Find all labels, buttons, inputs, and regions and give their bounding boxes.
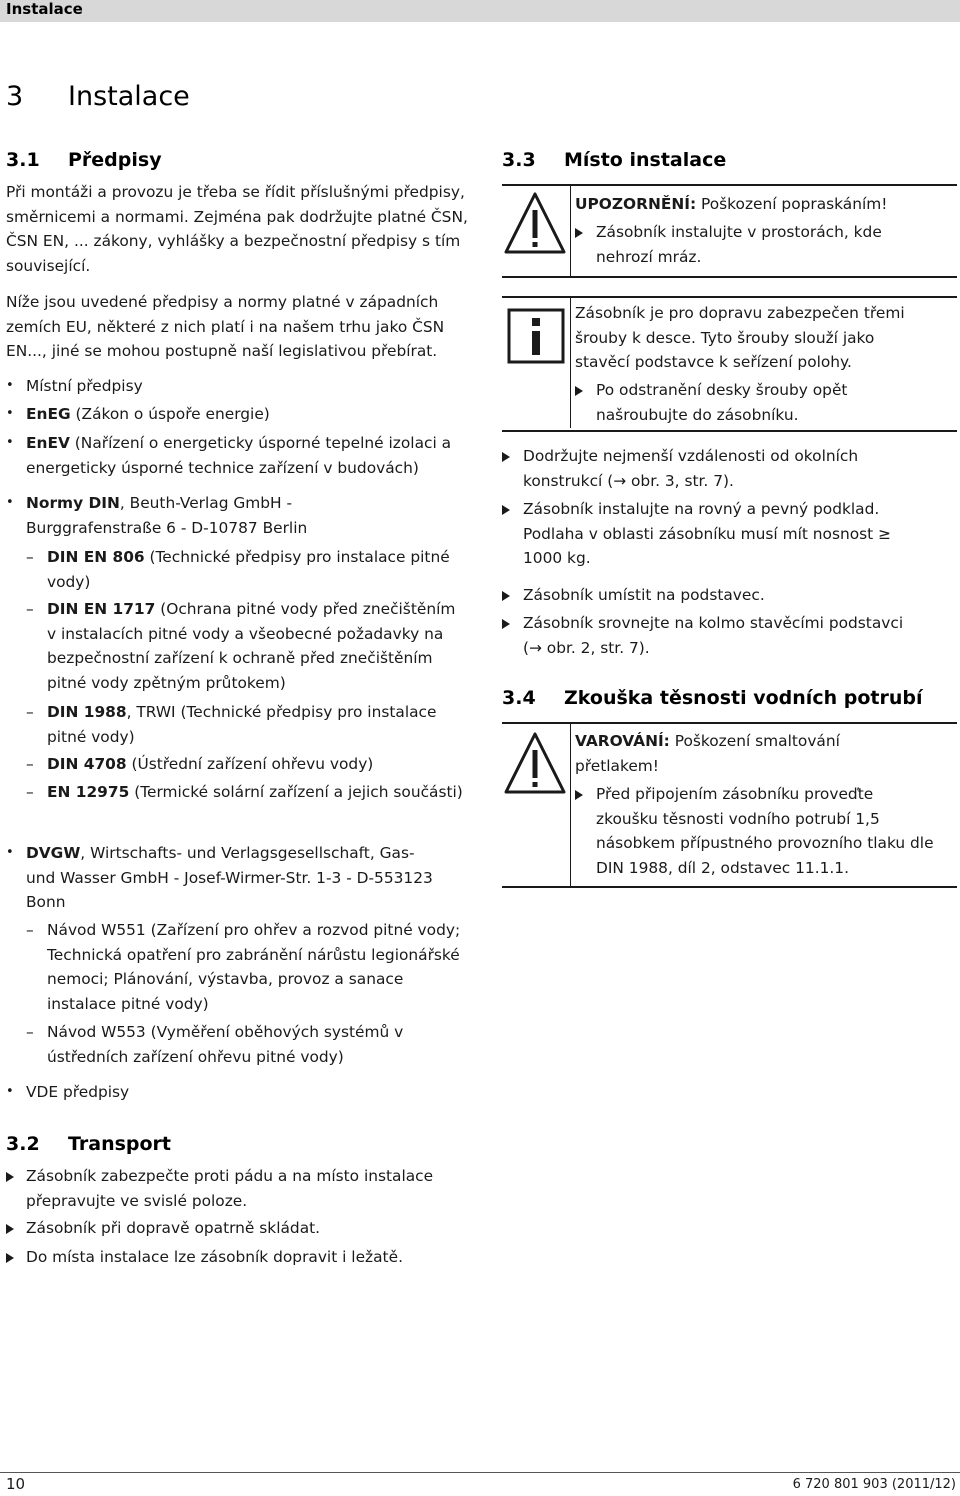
running-header — [0, 0, 960, 22]
chapter-title-text: Instalace — [68, 81, 190, 112]
list-item: • Místní předpisy — [6, 374, 476, 399]
section-number: 3.2 — [6, 1133, 40, 1155]
running-header-title: Instalace — [6, 0, 83, 18]
warning-divider — [570, 724, 571, 886]
sub-list-item: – EN 12975 (Termické solární zařízení a jejich součásti) — [26, 780, 466, 805]
section-title: Předpisy — [68, 149, 162, 171]
chapter-number: 3 — [6, 81, 24, 112]
page-number: 10 — [6, 1475, 26, 1493]
sub-list-item: – DIN 1988, TRWI (Technické předpisy pro instalace pitné vody) — [26, 700, 466, 749]
info-icon — [502, 298, 570, 428]
section-3-2-heading — [6, 1132, 171, 1156]
dash-icon: – — [26, 783, 34, 801]
sub-list-item: – Návod W553 (Vyměření oběhových systémů v ústředních zařízení ohřevu pitné vody) — [26, 1020, 466, 1069]
bullet-dot-icon: • — [6, 845, 14, 860]
dash-icon: – — [26, 755, 34, 773]
section-title: Zkouška těsnosti vodních potrubí — [564, 687, 923, 709]
warning-icon — [502, 186, 570, 278]
warning-headline: UPOZORNĚNÍ: Poškození popraskáním! — [575, 195, 888, 213]
s31-paragraph-1: Při montáži a provozu je třeba se řídit příslušnými předpisy, směrnicemi a normami. Zejména pak dodržujte platné ČSN, ČSN EN, ... zákony, vyhlášky a bezpečnostní předpisy s tím související. — [6, 183, 468, 275]
sub-list-item: – DIN EN 1717 (Ochrana pitné vody před znečištěním v instalacích pitné vody a všeobecné požadavky na bezpečnostní zařízení k ochraně před znečištěním pitné vody zpětným průtokem) — [26, 597, 466, 695]
action-item: Zásobník instalujte v prostorách, kde nehrozí mráz. — [575, 220, 915, 269]
section-number: 3.1 — [6, 149, 40, 171]
action-item: Zásobník srovnejte na kolmo stavěcími podstavci (→ obr. 2, str. 7). — [502, 611, 922, 660]
sub-list-item: – DIN 4708 (Ústřední zařízení ohřevu vody) — [26, 752, 466, 777]
action-arrow-icon — [575, 790, 583, 800]
action-arrow-icon — [575, 386, 583, 396]
footer-rule — [0, 1472, 960, 1473]
action-arrow-icon — [575, 228, 583, 238]
info-text: Zásobník je pro dopravu zabezpečen třemi šrouby k desce. Tyto šrouby slouží jako stavěcí podstavce k seřízení polohy. — [575, 304, 905, 371]
dash-icon: – — [26, 921, 34, 939]
dash-icon: – — [26, 703, 34, 721]
section-number: 3.3 — [502, 149, 536, 171]
action-item: Do místa instalace lze zásobník dopravit i ležatě. — [6, 1245, 476, 1270]
list-item: • VDE předpisy — [6, 1080, 446, 1105]
chapter-title — [6, 80, 190, 114]
section-title: Transport — [68, 1133, 172, 1155]
action-item: Zásobník instalujte na rovný a pevný podklad. Podlaha v oblasti zásobníku musí mít nosnost ≥ 1000 kg. — [502, 497, 902, 571]
action-item: Po odstranění desky šrouby opět našroubujte do zásobníku. — [575, 378, 895, 427]
section-title: Místo instalace — [564, 149, 727, 171]
warning-bottom-rule — [502, 886, 957, 888]
notice-divider — [570, 186, 571, 278]
section-3-3-heading — [502, 148, 726, 172]
dash-icon: – — [26, 600, 34, 618]
notice-bottom-rule — [502, 276, 957, 278]
info-divider — [570, 298, 571, 428]
bullet-dot-icon: • — [6, 1084, 14, 1099]
action-arrow-icon — [6, 1253, 14, 1263]
action-item: Zásobník při dopravě opatrně skládat. — [6, 1216, 476, 1241]
section-3-1-heading — [6, 148, 162, 172]
bullet-dot-icon: • — [6, 435, 14, 450]
action-arrow-icon — [502, 452, 510, 462]
bullet-dot-icon: • — [6, 495, 14, 510]
document-number: 6 720 801 903 (2011/12) — [792, 1477, 956, 1492]
action-item: Dodržujte nejmenší vzdálenosti od okolních konstrukcí (→ obr. 3, str. 7). — [502, 444, 902, 493]
action-arrow-icon — [502, 505, 510, 515]
s31-paragraph-2: Níže jsou uvedené předpisy a normy platné v západních zemích EU, některé z nich platí i na našem trhu jako ČSN EN..., jiné se mohou postupně naší legislativou přebírat. — [6, 293, 445, 360]
warning-icon — [502, 724, 570, 886]
dash-icon: – — [26, 548, 34, 566]
action-item: Zásobník zabezpečte proti pádu a na místo instalace přepravujte ve svislé poloze. — [6, 1164, 476, 1213]
action-item: Zásobník umístit na podstavec. — [502, 583, 902, 608]
sub-list-item: – DIN EN 806 (Technické předpisy pro instalace pitné vody) — [26, 545, 466, 594]
list-item: • DVGW, Wirtschafts- und Verlagsgesellschaft, Gas- und Wasser GmbH - Josef-Wirmer-Str. 1-3 - D-553123 Bonn — [6, 841, 446, 915]
info-bottom-rule — [502, 430, 957, 432]
section-number: 3.4 — [502, 687, 536, 709]
action-arrow-icon — [6, 1224, 14, 1234]
warning-headline: VAROVÁNÍ: Poškození smaltování přetlakem! — [575, 732, 840, 775]
action-item: Před připojením zásobníku proveďte zkoušku těsnosti vodního potrubí 1,5 násobkem přípustného provozního tlaku dle DIN 1988, díl 2, odstavec 11.1.1. — [575, 782, 935, 880]
list-item: • EnEG (Zákon o úspoře energie) — [6, 402, 476, 427]
bullet-dot-icon: • — [6, 406, 14, 421]
list-item: • EnEV (Nařízení o energeticky úsporné tepelné izolaci a energeticky úsporné technice zařízení v budovách) — [6, 431, 476, 480]
action-arrow-icon — [6, 1172, 14, 1182]
dash-icon: – — [26, 1023, 34, 1041]
sub-list-item: – Návod W551 (Zařízení pro ohřev a rozvod pitné vody; Technická opatření pro zabránění nárůstu legionářské nemoci; Plánování, výstavba, provoz a sanace instalace pitné vody) — [26, 918, 466, 1016]
list-item: • Normy DIN, Beuth-Verlag GmbH - Burggrafenstraße 6 - D-10787 Berlin — [6, 491, 326, 540]
section-3-4-heading — [502, 686, 922, 710]
action-arrow-icon — [502, 619, 510, 629]
bullet-dot-icon: • — [6, 378, 14, 393]
action-arrow-icon — [502, 591, 510, 601]
